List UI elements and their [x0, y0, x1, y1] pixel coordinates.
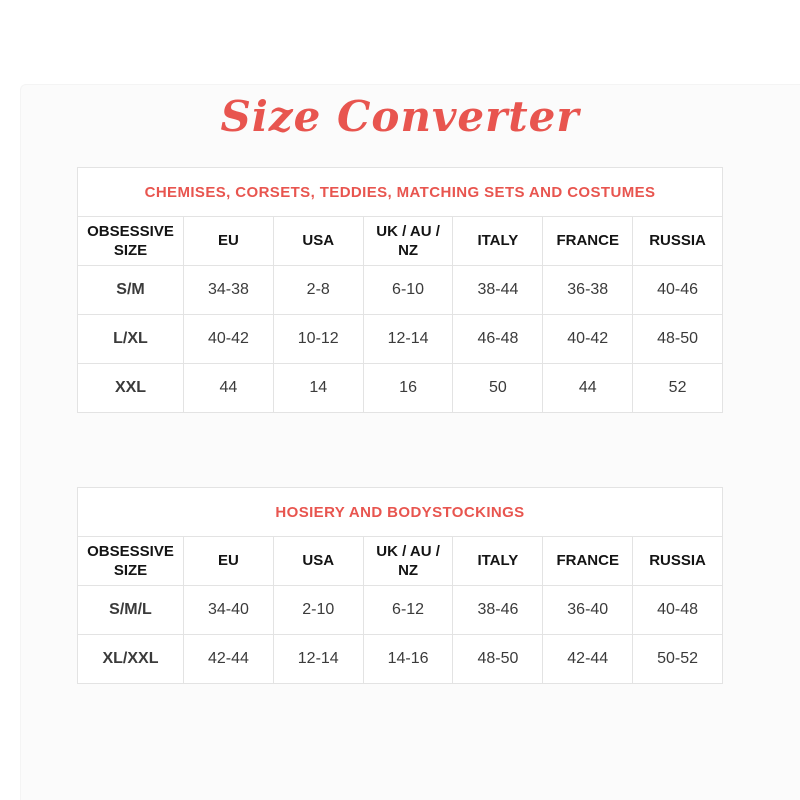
page-title: Size Converter — [220, 92, 580, 141]
size-label-cell: XXL — [78, 364, 184, 413]
table-title-row — [78, 168, 723, 217]
size-value-cell: 46-48 — [453, 315, 543, 364]
size-value-cell: 14-16 — [363, 635, 453, 684]
column-header: ITALY — [453, 537, 543, 586]
size-label-cell: XL/XXL — [78, 635, 184, 684]
size-value-cell: 36-40 — [543, 586, 633, 635]
size-value-cell: 34-40 — [184, 586, 274, 635]
size-value-cell: 44 — [184, 364, 274, 413]
column-header: USA — [273, 217, 363, 266]
size-value-cell: 10-12 — [273, 315, 363, 364]
table-row — [78, 266, 723, 315]
table-row — [78, 586, 723, 635]
size-label-cell: L/XL — [78, 315, 184, 364]
size-value-cell: 44 — [543, 364, 633, 413]
size-value-cell: 12-14 — [363, 315, 453, 364]
size-value-cell: 40-46 — [633, 266, 723, 315]
size-value-cell: 2-8 — [273, 266, 363, 315]
column-header-row — [78, 217, 723, 266]
size-value-cell: 16 — [363, 364, 453, 413]
size-value-cell: 14 — [273, 364, 363, 413]
size-table — [77, 487, 723, 684]
table-title-row — [78, 488, 723, 537]
table-title: HOSIERY AND BODYSTOCKINGS — [78, 488, 723, 537]
column-header-row — [78, 537, 723, 586]
table-row — [78, 315, 723, 364]
column-header: OBSESSIVE SIZE — [78, 537, 184, 586]
size-value-cell: 48-50 — [633, 315, 723, 364]
column-header: EU — [184, 217, 274, 266]
table-title: CHEMISES, CORSETS, TEDDIES, MATCHING SETS AND COSTUMES — [78, 168, 723, 217]
size-value-cell: 2-10 — [273, 586, 363, 635]
size-value-cell: 12-14 — [273, 635, 363, 684]
column-header: UK / AU / NZ — [363, 217, 453, 266]
column-header: OBSESSIVE SIZE — [78, 217, 184, 266]
size-value-cell: 38-44 — [453, 266, 543, 315]
size-value-cell: 38-46 — [453, 586, 543, 635]
size-value-cell: 50 — [453, 364, 543, 413]
size-value-cell: 50-52 — [633, 635, 723, 684]
tables-container — [0, 167, 800, 684]
size-value-cell: 36-38 — [543, 266, 633, 315]
table-row — [78, 635, 723, 684]
column-header: USA — [273, 537, 363, 586]
size-value-cell: 42-44 — [184, 635, 274, 684]
size-label-cell: S/M/L — [78, 586, 184, 635]
size-value-cell: 6-12 — [363, 586, 453, 635]
column-header: UK / AU / NZ — [363, 537, 453, 586]
size-value-cell: 40-48 — [633, 586, 723, 635]
column-header: ITALY — [453, 217, 543, 266]
size-value-cell: 40-42 — [543, 315, 633, 364]
size-label-cell: S/M — [78, 266, 184, 315]
column-header: RUSSIA — [633, 537, 723, 586]
size-value-cell: 52 — [633, 364, 723, 413]
size-value-cell: 34-38 — [184, 266, 274, 315]
size-value-cell: 42-44 — [543, 635, 633, 684]
size-value-cell: 6-10 — [363, 266, 453, 315]
column-header: FRANCE — [543, 537, 633, 586]
column-header: RUSSIA — [633, 217, 723, 266]
table-row — [78, 364, 723, 413]
size-value-cell: 48-50 — [453, 635, 543, 684]
size-table — [77, 167, 723, 413]
column-header: EU — [184, 537, 274, 586]
column-header: FRANCE — [543, 217, 633, 266]
size-value-cell: 40-42 — [184, 315, 274, 364]
